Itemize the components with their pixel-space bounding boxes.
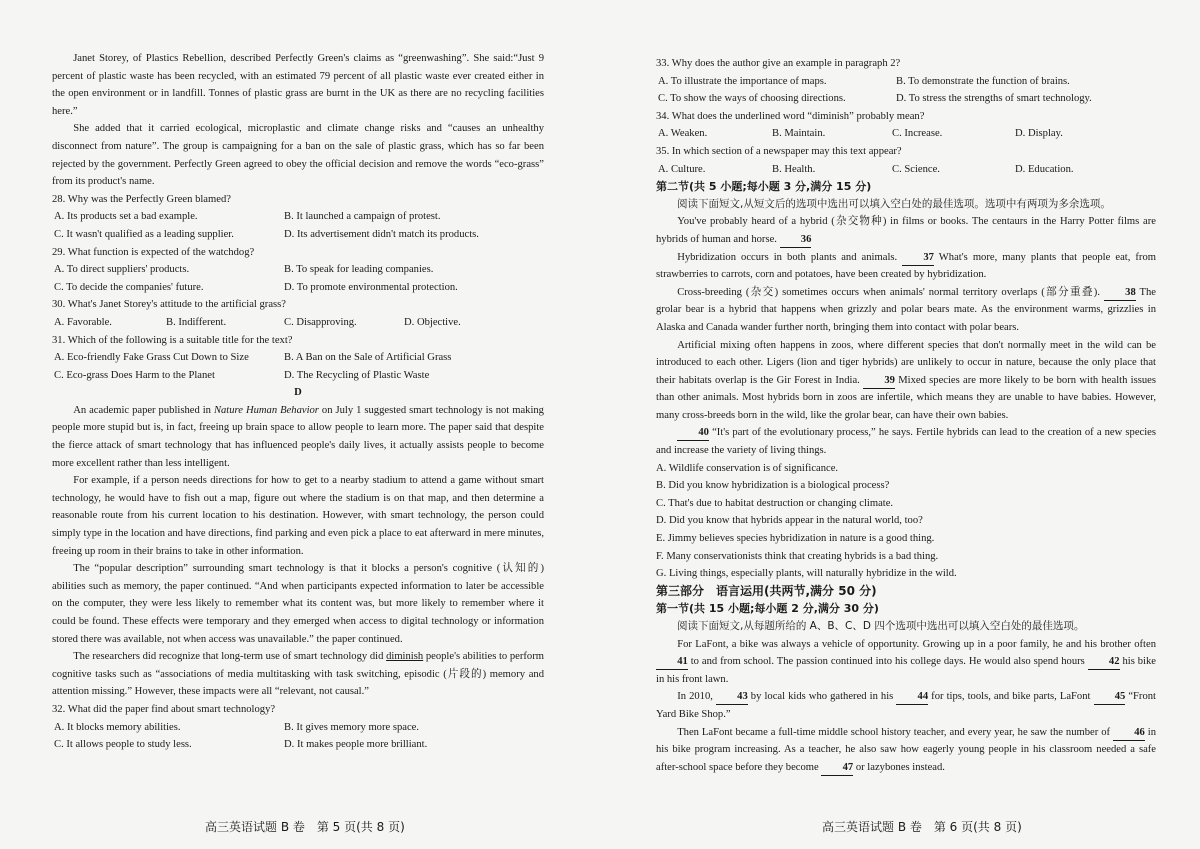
option[interactable]: A. It blocks memory abilities.: [54, 721, 181, 733]
question-31-stem: 31. Which of the following is a suitable title for the text?: [52, 334, 293, 346]
choice-item[interactable]: E. Jimmy believes species hybridization in nature is a good thing.: [656, 533, 935, 545]
blank-46[interactable]: 46: [1113, 726, 1145, 741]
seven-choose-five-paragraph: You've probably heard of a hybrid (杂交物种) in films or books. The centaurs in the Harry Potter films are hybrids of human and horse. 36: [656, 213, 1156, 248]
question-29-stem: 29. What function is expected of the watchdog?: [52, 246, 255, 258]
blank-43[interactable]: 43: [716, 690, 748, 705]
option[interactable]: A. To illustrate the importance of maps.: [658, 75, 827, 87]
option[interactable]: C. To show the ways of choosing directions.: [658, 93, 846, 105]
option[interactable]: A. To direct suppliers' products.: [54, 264, 190, 276]
question-29-options: [54, 261, 544, 296]
blank-40[interactable]: 40: [677, 426, 709, 441]
cloze-paragraph: In 2010, 43 by local kids who gathered in his 44 for tips, tools, and bike parts, LaFont 45 “Front Yard Bike Shop.”: [656, 691, 1156, 720]
blank-39[interactable]: 39: [863, 374, 895, 389]
option[interactable]: A. Its products set a bad example.: [54, 211, 198, 223]
option[interactable]: B. A Ban on the Sale of Artificial Grass: [284, 352, 452, 364]
part2-instruction: 阅读下面短文,从短文后的选项中选出可以填入空白处的最佳选项。选项中有两项为多余选项。: [677, 197, 1111, 210]
choice-item[interactable]: B. Did you know hybridization is a biological process?: [656, 480, 890, 492]
option[interactable]: C. Eco-grass Does Harm to the Planet: [54, 369, 215, 381]
option[interactable]: C. Disapproving.: [284, 316, 357, 328]
option[interactable]: C. To decide the companies' future.: [54, 281, 204, 293]
question-30-options: [54, 314, 544, 332]
question-31-options: [54, 349, 544, 384]
page-footer-right: 高三英语试题 B 卷 第 6 页(共 8 页): [822, 820, 1022, 834]
question-33-stem: 33. Why does the author give an example in paragraph 2?: [656, 58, 901, 69]
option[interactable]: A. Favorable.: [54, 316, 112, 328]
choice-item[interactable]: C. That's due to habitat destruction or changing climate.: [656, 497, 894, 509]
page-footer-left: 高三英语试题 B 卷 第 5 页(共 8 页): [205, 820, 405, 834]
option[interactable]: D. To stress the strengths of smart technology.: [896, 93, 1092, 105]
choice-item[interactable]: F. Many conservationists think that creating hybrids is a bad thing.: [656, 550, 939, 562]
section-d-heading: D: [294, 387, 302, 399]
question-30-stem: 30. What's Janet Storey's attitude to the artificial grass?: [52, 299, 286, 311]
choice-list: [656, 460, 1156, 583]
option[interactable]: A. Eco-friendly Fake Grass Cut Down to Size: [54, 352, 249, 364]
question-34-stem: 34. What does the underlined word “diminish” probably mean?: [656, 110, 925, 122]
passage-c-paragraph: She added that it carried ecological, microplastic and climate change risks and “causes an unhealthy disconnect from nature”. The group is campaigning for a ban on the sale of plastic grass, which has so far been rejected by the government. Perfectly Green agreed to obey the official decision and remove the words “eco-grass” from its product's name.: [52, 123, 544, 188]
seven-choose-five-paragraph: Cross-breeding (杂交) sometimes occurs when animals' normal territory overlaps (部分重叠). 38 The grolar bear is a hybrid that happens when grizzly and polar bears mate. As the environment warms, grizzlies in Alaska and Canada wander further north, bringing them into contact with polar bears.: [656, 286, 1156, 333]
option[interactable]: B. It launched a campaign of protest.: [284, 211, 441, 223]
seven-choose-five-paragraph: Hybridization occurs in both plants and animals. 37 What's more, many plants that people eat, from strawberries to carrots, corn and potatoes, have been created by hybridization.: [656, 251, 1156, 281]
option[interactable]: A. Weaken.: [658, 128, 708, 140]
option[interactable]: B. Indifferent.: [166, 316, 227, 328]
choice-item[interactable]: A. Wildlife conservation is of significance.: [656, 462, 839, 474]
underlined-word: diminish: [386, 651, 424, 663]
option[interactable]: D. Education.: [1015, 163, 1074, 175]
option[interactable]: C. Increase.: [892, 128, 943, 140]
option[interactable]: D. Its advertisement didn't match its products.: [284, 228, 479, 240]
option[interactable]: A. Culture.: [658, 163, 706, 175]
part2-heading: 第二节(共 5 小题;每小题 3 分,满分 15 分): [656, 180, 872, 194]
question-33-options: [658, 73, 1156, 108]
passage-d-paragraph: The researchers did recognize that long-term use of smart technology did diminish people's abilities to perform cognitive tasks such as “associations of media multitasking with task switching, episodic (片段的) memory and attention missing.” However, these impacts were all “relevant, not causal.”: [52, 651, 545, 698]
option[interactable]: D. Objective.: [404, 316, 461, 328]
part3-instruction: 阅读下面短文,从每题所给的 A、B、C、D 四个选项中选出可以填入空白处的最佳选项。: [677, 620, 1085, 632]
seven-choose-five-paragraph: Artificial mixing often happens in zoos, where different species that don't normally meet in the wild can be introduced to each other. Ligers (lion and tiger hybrids) are unlikely to occur in nature, because the only place that their habitats overlap is the Gir Forest in India. 39 Mixed species are more likely to be born with health issues than other animals. Most hybrids born in zoos are infertile, which means they are unable to have babies. However, many cross-breeds born in the wild, like the grolar bear, can have their own babies.: [656, 339, 1156, 421]
passage-d-paragraph: An academic paper published in Nature Human Behavior on July 1 suggested smart technology is not making people more stupid but is, in fact, freeing up brain space to allow people to learn more. The paper said that despite the fierce attack of smart technology that has influenced people's daily lives, it actually assists people to become more excellent rather than less intelligent.: [52, 404, 544, 469]
option[interactable]: D. Display.: [1015, 128, 1063, 140]
option[interactable]: C. Science.: [892, 163, 940, 175]
left-page: [52, 50, 544, 754]
blank-44[interactable]: 44: [896, 690, 928, 705]
blank-37[interactable]: 37: [902, 251, 934, 266]
blank-38[interactable]: 38: [1104, 286, 1136, 301]
option[interactable]: C. It wasn't qualified as a leading supplier.: [54, 228, 234, 240]
option[interactable]: B. It gives memory more space.: [284, 721, 420, 733]
blank-41[interactable]: 41: [656, 655, 688, 670]
passage-c-paragraph: Janet Storey, of Plastics Rebellion, described Perfectly Green's claims as “greenwashing”. She said:“Just 9 percent of plastic waste has been recycled, with an estimated 79 percent of all plastic waste ever created either in the open environment or in landfill. Tonnes of plastic grass are burnt in the UK as there are no recycling facilities here.”: [52, 53, 544, 117]
cloze-paragraph: Then LaFont became a full-time middle school history teacher, and every year, he saw the number of 46 in his bike program increasing. As a teacher, he also saw how eagerly young people in his classroom needed a safe after-school space before they become 47 or lazybones instead.: [656, 724, 1156, 777]
question-32-options: [54, 719, 544, 754]
choice-item[interactable]: G. Living things, especially plants, will naturally hybridize in the wild.: [656, 568, 957, 580]
blank-45[interactable]: 45: [1094, 690, 1126, 705]
blank-47[interactable]: 47: [821, 761, 853, 776]
part3-subheading: 第一节(共 15 小题;每小题 2 分,满分 30 分): [656, 602, 879, 616]
option[interactable]: D. To promote environmental protection.: [284, 281, 458, 293]
option[interactable]: B. Health.: [772, 163, 816, 175]
question-28-options: [54, 208, 544, 243]
question-35-options: [658, 161, 1156, 179]
blank-36[interactable]: 36: [780, 233, 812, 248]
question-35-stem: 35. In which section of a newspaper may this text appear?: [656, 145, 902, 157]
journal-title: Nature Human Behavior: [213, 404, 319, 416]
option[interactable]: B. To speak for leading companies.: [284, 264, 434, 276]
option[interactable]: C. It allows people to study less.: [54, 739, 192, 751]
cloze-paragraph: For LaFont, a bike was always a vehicle of opportunity. Growing up in a poor family, he and his brother often 41 to and from school. The passion continued into his college days. He would also spend hours 42 his bike in his front lawn.: [656, 638, 1157, 685]
option[interactable]: D. It makes people more brilliant.: [284, 739, 428, 751]
option[interactable]: B. To demonstrate the function of brains.: [896, 75, 1070, 87]
option[interactable]: D. The Recycling of Plastic Waste: [284, 369, 430, 381]
right-page: [656, 55, 1156, 776]
passage-d-paragraph: The “popular description” surrounding smart technology is that it blocks a person's cognitive (认知的) abilities such as memory, the paper continued. “And when participants expected information to later be accessible on the computer, they were less likely to remember what its content was, but more likely to remember where it could be found. These effects were temporary and they emerged when access to digital technology or information stored there was available, not when access was unavailable.” the paper continued.: [52, 563, 544, 645]
question-34-options: [658, 125, 1156, 143]
question-28-stem: 28. Why was the Perfectly Green blamed?: [52, 193, 231, 205]
part3-heading: 第三部分 语言运用(共两节,满分 50 分): [656, 583, 877, 598]
choice-item[interactable]: D. Did you know that hybrids appear in the natural world, too?: [656, 515, 923, 527]
option[interactable]: B. Maintain.: [772, 128, 826, 140]
question-32-stem: 32. What did the paper find about smart technology?: [52, 703, 276, 715]
passage-d-paragraph: For example, if a person needs directions for how to get to a nearby stadium to attend a game without smart technology, he would have to fish out a map, figure out where the stadium is on that map, and then determine a reasonable route from his current location to his destination. However, with smart technology, the person could simply type in the location and have directions, find parking and even pick a place to eat afterward in mere minutes, freeing up room in their brains to take in other information.: [52, 475, 544, 557]
blank-42[interactable]: 42: [1088, 655, 1120, 670]
seven-choose-five-paragraph: 40 “It's part of the evolutionary process,” he says. Fertile hybrids can lead to the creation of a new species and increase the variety of living things.: [656, 427, 1156, 457]
